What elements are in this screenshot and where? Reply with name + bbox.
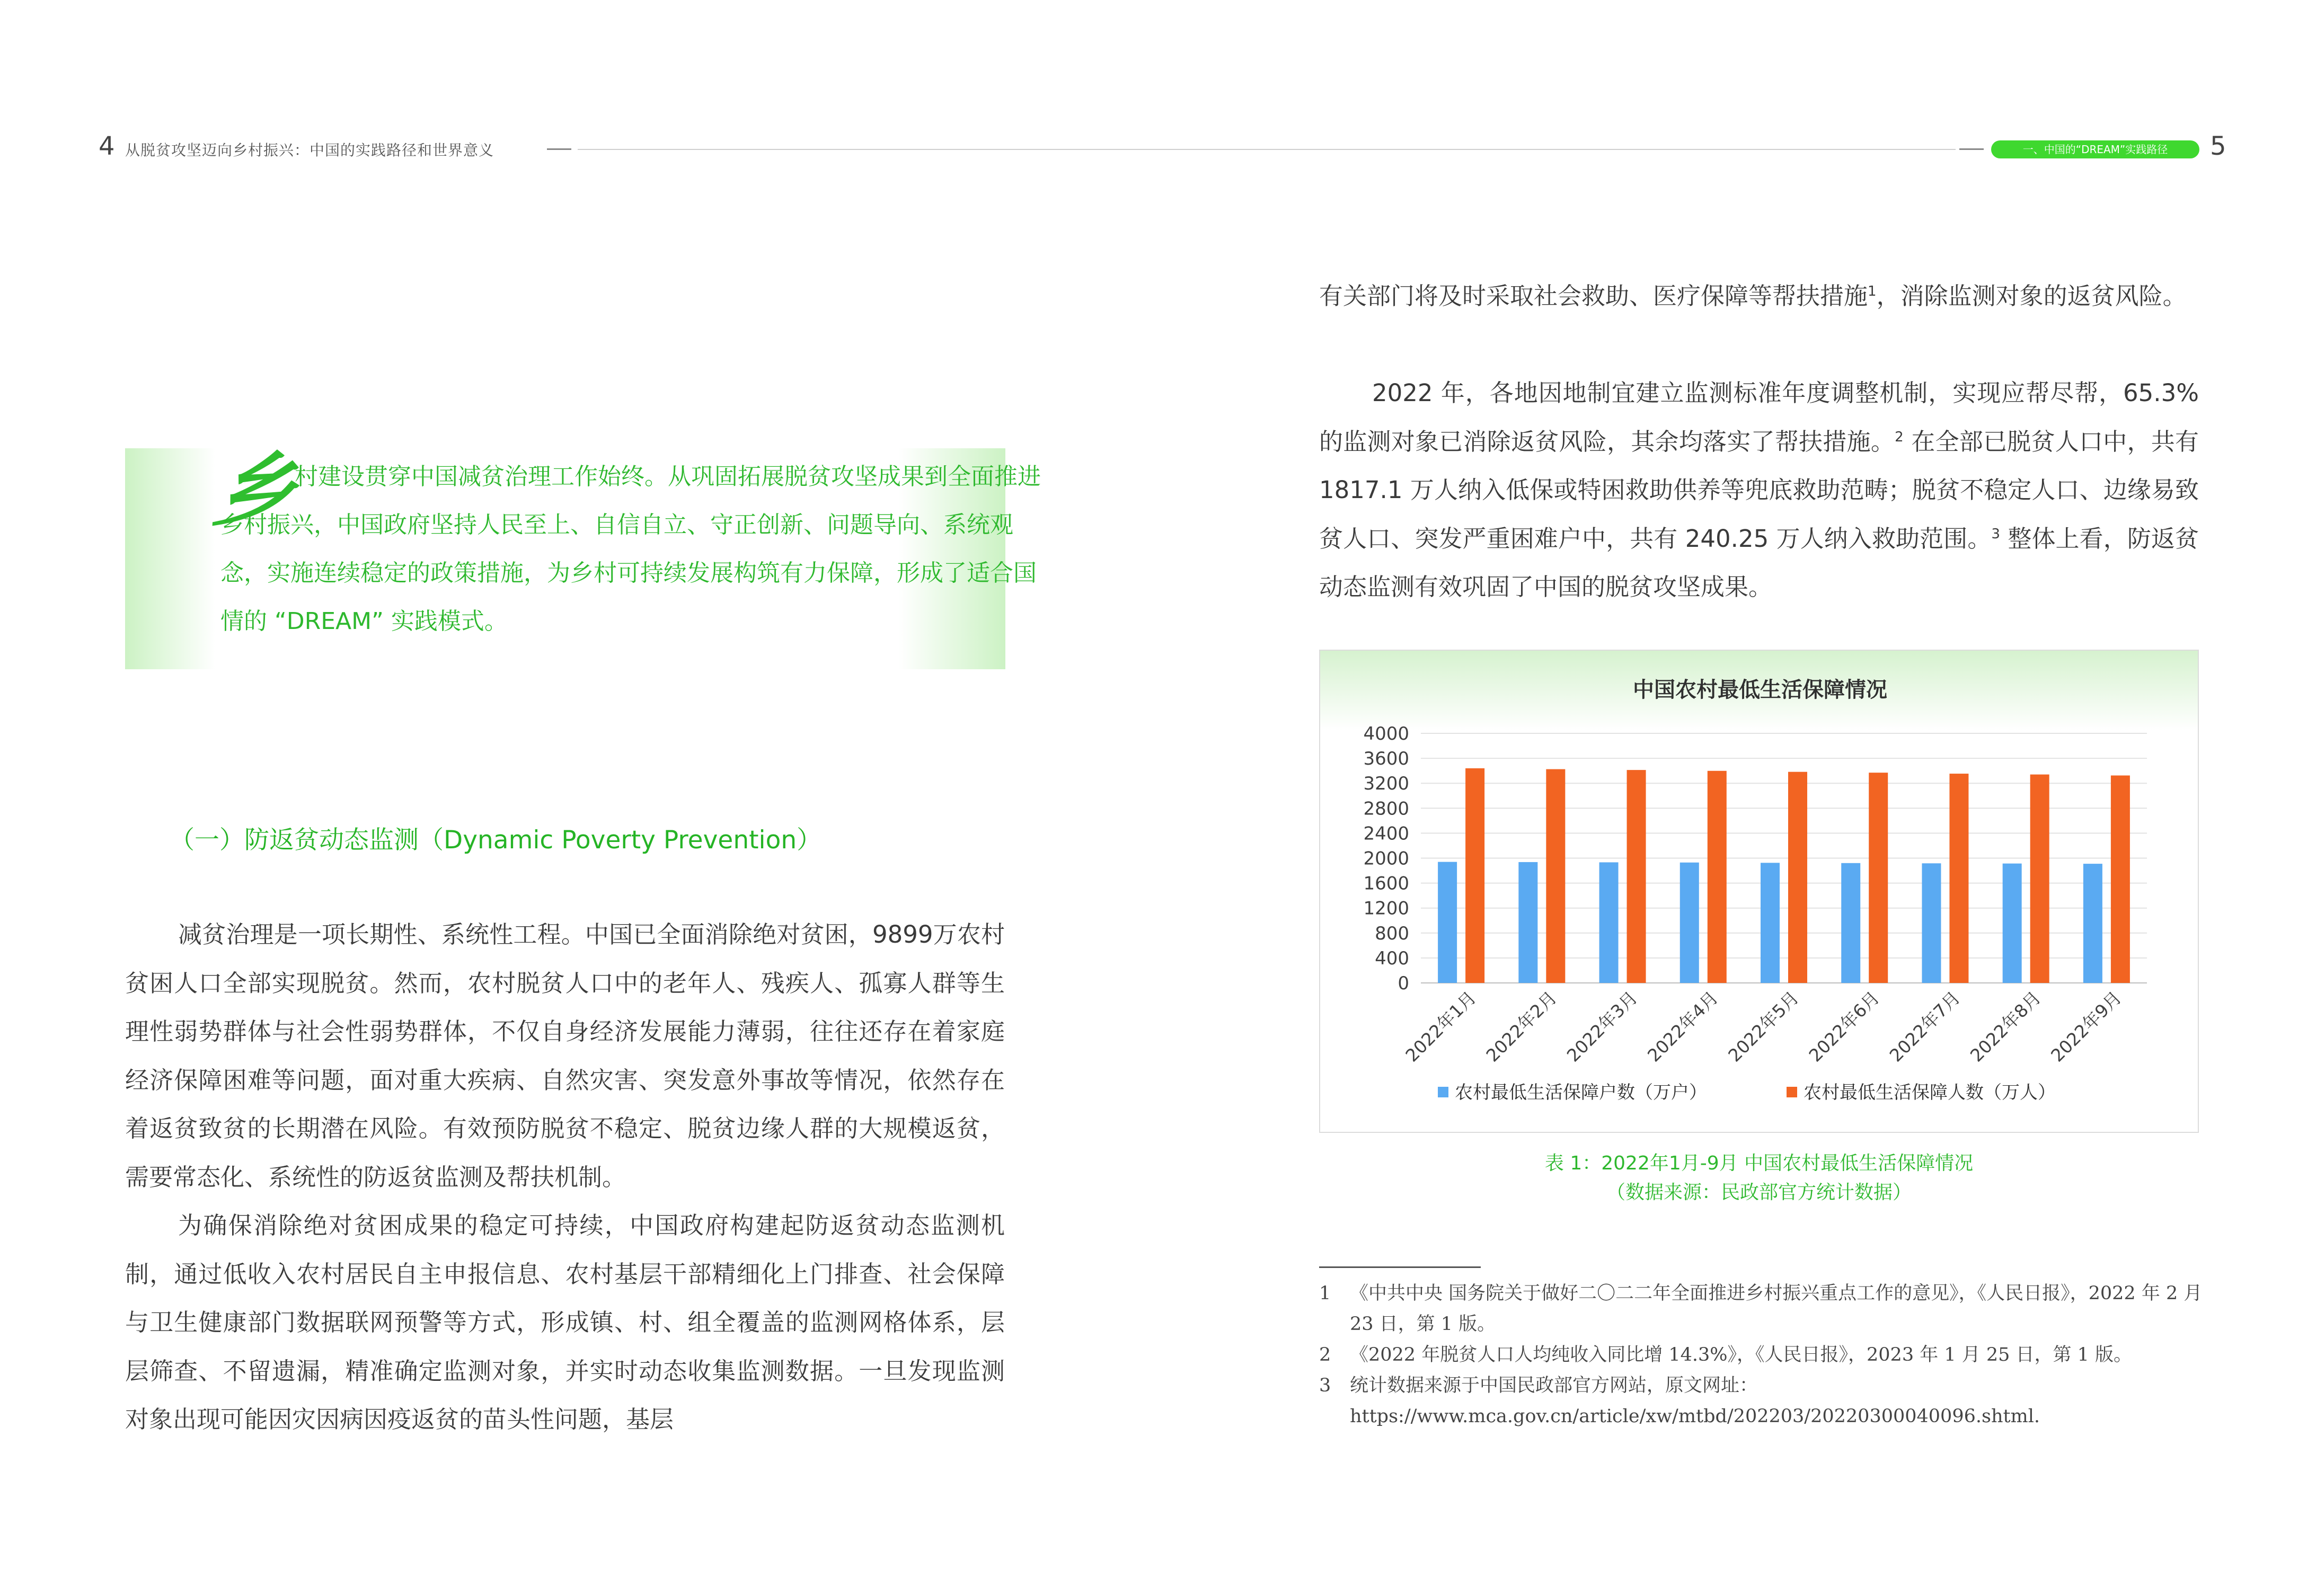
header-rule-dash-left	[547, 148, 571, 150]
bar	[1546, 769, 1565, 983]
left-paragraph-2: 为确保消除绝对贫困成果的稳定可持续，中国政府构建起防返贫动态监测机制，通过低收入农村居民自主申报信息、农村基层干部精细化上门排查、社会保障与卫生健康部门数据联网预警等方式，形成镇、村、组全覆盖的监测网格体系，层层筛查、不留遗漏，精准确定监测对象，并实时动态收集监测数据。一旦发现监测对象出现可能因灾因病因疫返贫的苗头性问题，基层	[125, 1211, 1005, 1433]
bar	[1841, 863, 1860, 983]
footnote-rule	[1319, 1266, 1481, 1268]
y-tick-label: 4000	[1363, 723, 1409, 744]
intro-box	[125, 444, 1041, 669]
y-tick-label: 400	[1375, 947, 1409, 969]
bar	[1949, 774, 1968, 983]
footnote-item	[1319, 1340, 2204, 1370]
right-p2-text-a: 2022 年，各地因地制宜建立监测标准年度调整机制，实现应帮尽帮，65.3% 的监测对象已消除返贫风险，其余均落实了帮扶措施。	[1319, 379, 2199, 456]
bar	[1922, 863, 1941, 983]
right-p1-text-a: 有关部门将及时采取社会救助、医疗保障等帮扶措施	[1319, 282, 1868, 310]
y-tick-label: 2400	[1363, 823, 1409, 845]
y-tick-label: 1600	[1363, 873, 1409, 894]
bar	[1680, 863, 1699, 983]
right-paragraph-2	[1319, 369, 2199, 611]
running-title: 从脱贫攻坚迈向乡村振兴：中国的实践路径和世界意义	[125, 141, 494, 159]
footnote-item	[1319, 1370, 2204, 1432]
y-tick-label: 1200	[1363, 898, 1409, 919]
legend-swatch	[1438, 1087, 1448, 1097]
x-tick-label: 2022年5月	[1724, 987, 1803, 1066]
bar	[1627, 770, 1646, 983]
legend-label: 农村最低生活保障户数（万户）	[1455, 1082, 1707, 1103]
footnote-text: 统计数据来源于中国民政部官方网站，原文网址：https://www.mca.gov.cn/article/xw/mtbd/202203/20220300040096.shtml.	[1350, 1375, 2040, 1427]
footnote-ref-1[interactable]: 1	[1868, 283, 1877, 299]
footnote-ref-2[interactable]: 2	[1895, 429, 1904, 445]
x-tick-label: 2022年2月	[1482, 987, 1561, 1066]
legend-swatch	[1787, 1087, 1797, 1097]
bar	[2111, 775, 2130, 983]
left-paragraph-1: 减贫治理是一项长期性、系统性工程。中国已全面消除绝对贫困，9899万农村贫困人口全部实现脱贫。然而，农村脱贫人口中的老年人、残疾人、孤寡人群等生理性弱势群体与社会性弱势群体，不仅自身经济发展能力薄弱，往往还存在着家庭经济保障困难等问题，面对重大疾病、自然灾害、突发意外事故等情况，依然存在着返贫致贫的长期潜在风险。有效预防脱贫不稳定、脱贫边缘人群的大规模返贫，需要常态化、系统性的防返贫监测及帮扶机制。	[125, 920, 1005, 1191]
bar	[2030, 775, 2049, 983]
chart-caption-line1: 表 1：2022年1月-9月 中国农村最低生活保障情况	[1544, 1152, 1974, 1174]
x-tick-label: 2022年8月	[1966, 987, 2045, 1066]
section-heading: （一）防返贫动态监测（Dynamic Poverty Prevention）	[170, 826, 822, 855]
footnote-text: 《中共中央 国务院关于做好二〇二二年全面推进乡村振兴重点工作的意见》，《人民日报》，2022 年 2 月 23 日，第 1 版。	[1350, 1283, 2203, 1335]
footnote-item	[1319, 1278, 2204, 1340]
footnote-number: 1	[1319, 1283, 1331, 1304]
x-tick-label: 2022年4月	[1643, 987, 1722, 1066]
right-paragraph-1	[1319, 272, 2199, 321]
left-page-number: 4	[99, 131, 115, 161]
x-tick-label: 2022年6月	[1805, 987, 1884, 1066]
legend-label: 农村最低生活保障人数（万人）	[1804, 1082, 2056, 1103]
y-tick-label: 3600	[1363, 748, 1409, 770]
x-tick-label: 2022年9月	[2047, 987, 2126, 1066]
bar	[1869, 773, 1888, 983]
y-tick-label: 2800	[1363, 798, 1409, 820]
x-tick-label: 2022年1月	[1401, 987, 1480, 1066]
bar	[1465, 768, 1484, 983]
bar	[1518, 862, 1537, 983]
right-page-number: 5	[2210, 131, 2226, 161]
footnote-number: 2	[1319, 1344, 1331, 1366]
drop-cap: 乡	[208, 444, 302, 537]
y-tick-label: 3200	[1363, 773, 1409, 795]
intro-text: 村建设贯穿中国减贫治理工作始终。从巩固拓展脱贫攻坚成果到全面推进乡村振兴，中国政府坚持人民至上、自信自立、守正创新、问题导向、系统观念，实施连续稳定的政策措施，为乡村可持续发展构筑有力保障，形成了适合国情的 “DREAM” 实践模式。	[220, 463, 1041, 635]
right-p2-text-c: 整体上看，防返贫动态监测有效巩固了中国的脱贫攻坚成果。	[1319, 524, 2199, 601]
bar	[1788, 772, 1807, 983]
footnote-list	[1319, 1278, 2204, 1432]
bar	[1599, 862, 1619, 983]
header-rule-dash-right	[1959, 148, 1984, 150]
right-p1-text-b: ，消除监测对象的返贫风险。	[1876, 282, 2187, 310]
footnote-ref-3[interactable]: 3	[1991, 526, 2000, 542]
header-rule	[578, 149, 1956, 150]
chart-caption-line2: （数据来源：民政部官方统计数据）	[1606, 1182, 1912, 1203]
bar	[1438, 862, 1457, 983]
bar-chart	[1320, 651, 2199, 1133]
x-tick-label: 2022年3月	[1562, 987, 1642, 1066]
y-tick-label: 2000	[1363, 848, 1409, 870]
y-tick-label: 0	[1398, 973, 1409, 994]
y-tick-label: 800	[1375, 923, 1409, 944]
footnote-text: 《2022 年脱贫人口人均纯收入同比增 14.3%》，《人民日报》，2023 年 1 月 25 日，第 1 版。	[1350, 1344, 2133, 1366]
section-label-pill: 一、中国的“DREAM”实践路径	[1991, 140, 2199, 158]
footnote-number: 3	[1319, 1375, 1331, 1396]
chart-frame	[1319, 650, 2199, 1133]
chart-title: 中国农村最低生活保障情况	[1633, 678, 1887, 702]
bar	[2083, 864, 2102, 983]
bar	[1761, 863, 1780, 983]
x-tick-label: 2022年7月	[1885, 987, 1965, 1066]
right-p2-text-b: 在全部已脱贫人口中，共有 1817.1 万人纳入低保或特困救助供养等兜底救助范畴；脱贫不稳定人口、边缘易致贫人口、突发严重困难户中，共有 240.25 万人纳入救助范围。	[1319, 427, 2199, 553]
bar	[2003, 864, 2022, 983]
bar	[1708, 771, 1727, 983]
